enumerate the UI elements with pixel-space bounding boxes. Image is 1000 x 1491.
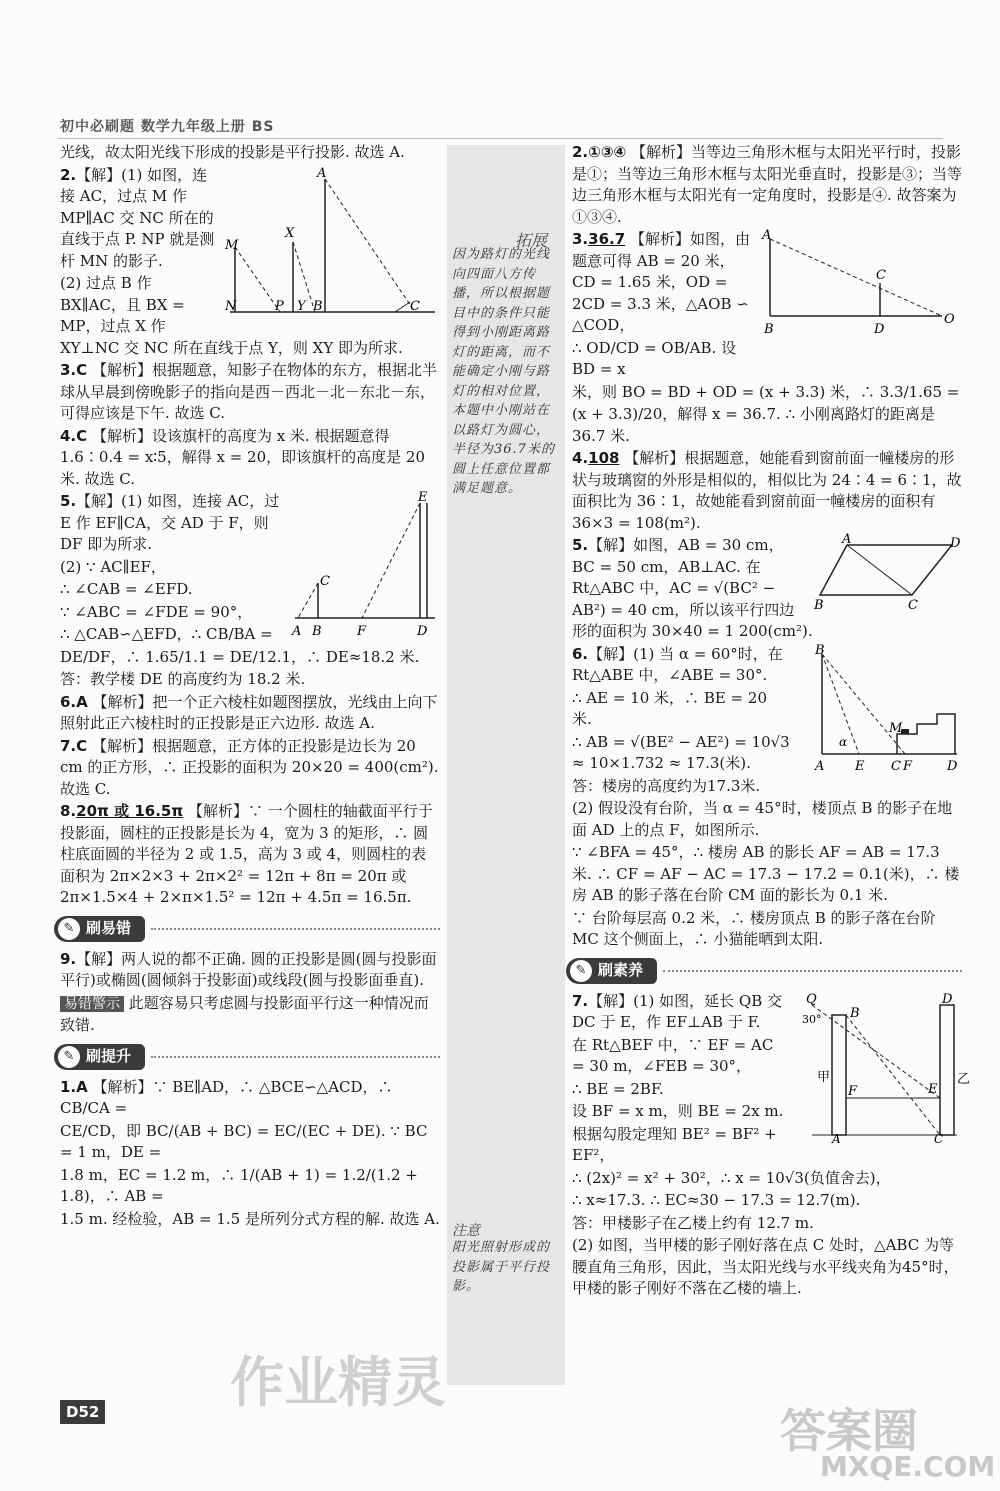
- question-number: 7.: [60, 736, 77, 755]
- svg-text:B: B: [764, 322, 774, 337]
- page-header: 初中必刷题 数学九年级上册 BS: [60, 119, 275, 135]
- svg-text:C: C: [876, 268, 886, 283]
- section-title: 刷素养: [598, 960, 644, 979]
- question-t1: [60, 1077, 440, 1120]
- answer-text: 【解】(1) 如图，连接 AC，过点 M 作 MP∥AC 交 NC 所在的直线于点 P. NP 就是测杆 MN 的影子.: [60, 165, 215, 270]
- answer-text: 设 BF = x m，则 BE = 2x m.: [572, 1102, 784, 1120]
- watermark-text: 作业精灵: [230, 1351, 446, 1414]
- answer-text: (2) ∵ AC∥EF，: [60, 557, 166, 576]
- svg-text:C: C: [934, 1131, 944, 1146]
- answer-choice: C: [76, 426, 88, 445]
- question-number: 4.: [60, 426, 77, 445]
- question-r4: [572, 448, 962, 534]
- svg-text:X: X: [285, 225, 295, 241]
- answer-text: ∴ △CAB∽△EFD，∴ CB/BA =: [60, 625, 273, 643]
- question-number: 9.: [60, 949, 77, 968]
- side-note-attention: 阳光照射形成的投影属于平行投影。: [452, 1240, 551, 1294]
- question-r7: [572, 991, 971, 1300]
- svg-text:D: D: [874, 322, 885, 337]
- left-column: [60, 142, 440, 1231]
- answer-text: 答：甲楼影子在乙楼上约有 12.7 m.: [572, 1213, 814, 1232]
- question-7: [60, 736, 440, 801]
- answer-text: 【解析】∵ 一个圆柱的轴截面平行于投影面，圆柱的正投影是长为 4，宽为 3 的矩形，∴ 圆柱底面圆的半径为 2 或 1.5，高为 3 或 4，则圆柱的表面积为 2π×2×3 + 2π×2² = 12π + 8π = 20π 或 2π×1.5×4 + 2×π×1.5² = 12π + 4.5π = 16.5π.: [60, 802, 433, 906]
- figure-r3: [762, 228, 962, 341]
- question-5: [60, 491, 440, 691]
- figure-q5: [290, 490, 440, 643]
- question-number: 6.: [60, 692, 77, 711]
- svg-text:D: D: [950, 536, 961, 551]
- question-number: 5.: [572, 536, 589, 554]
- svg-text:30°: 30°: [802, 1012, 822, 1026]
- answer-text: 答：楼房的高度约为17.3米.: [572, 776, 761, 795]
- section-suyang: [566, 957, 962, 985]
- svg-text:B: B: [313, 298, 323, 314]
- answer-text: ∴ AB = √(BE² − AE²) = 10√3 ≈ 10×1.732 ≈ 17.3(米).: [572, 732, 790, 772]
- question-6: [60, 692, 440, 735]
- answer-text: 1.8 m，EC = 1.2 m，∴ 1/(AB + 1) = 1.2/(1.2 + 1.8)，∴ AB =: [60, 1165, 418, 1205]
- figure-r5: [812, 532, 962, 613]
- answer-text: ∵ ∠BFA = 45°，∴ 楼房 AB 的影长 AF = AB = 17.3 米. ∴ CF = AF − AC = 17.3 − 17.2 = 0.1(米)，∴ 楼房 AB 的影子落在台阶 CM 面的影长为 0.1 米.: [572, 843, 960, 904]
- question-number: 3.: [60, 361, 77, 379]
- svg-text:乙: 乙: [957, 1071, 971, 1087]
- question-r5: [572, 532, 962, 643]
- answer-text: ∴ x≈17.3. ∴ EC≈30 − 17.3 = 12.7(m).: [572, 1191, 861, 1209]
- answer-text: ∵ 台阶每层高 0.2 米，∴ 楼房顶点 B 的影子落在台阶 MC 这个侧面上，∴ 小猫能晒到太阳.: [572, 908, 936, 948]
- svg-text:A: A: [762, 228, 772, 243]
- right-column: [572, 142, 971, 1301]
- answer-text: (x + 3.3)/20，解得 x = 36.7. ∴ 小刚离路灯的距离是 36.7 米.: [572, 405, 935, 445]
- svg-text:C: C: [320, 574, 330, 589]
- question-number: 1.: [60, 1077, 77, 1096]
- svg-text:A: A: [832, 1131, 841, 1146]
- question-8: [60, 801, 440, 909]
- answer-text: ∴ AE = 10 米，∴ BE = 20 米.: [572, 688, 767, 728]
- answer-text: DE/DF，∴ 1.65/1.1 = DE/12.1，∴ DE≈18.2 米.: [60, 647, 420, 666]
- answer-choice: A: [76, 692, 88, 711]
- svg-text:Y: Y: [297, 298, 306, 314]
- answer-text: ∴ BE = 2BF.: [572, 1079, 664, 1098]
- answer-value: 36.7: [588, 230, 626, 248]
- answer-text: 【解】两人说的都不正确. 圆的正投影是圆(圆与投影面平行)或椭圆(圆倾斜于投影面)或线段(圆与投影面垂直).: [60, 949, 437, 989]
- divider: [151, 1056, 440, 1058]
- section-title: 刷提升: [86, 1046, 132, 1065]
- svg-text:B: B: [850, 1005, 860, 1021]
- answer-text: 此题容易只考虑圆与投影面平行这一种情况而致错.: [60, 993, 429, 1034]
- answer-value: 108: [588, 449, 620, 467]
- svg-text:Q: Q: [806, 991, 817, 1007]
- svg-text:A: A: [317, 165, 327, 181]
- svg-text:D: D: [417, 624, 428, 639]
- answer-text: 【解】(1) 如图，连接 AC，过 E 作 EF∥CA，交 AD 于 F，则 DF 即为所求.: [60, 492, 280, 553]
- svg-text:C: C: [891, 758, 901, 774]
- answer-text: (2) 如图，当甲楼的影子刚好落在点 C 处时，△ABC 为等腰直角三角形，因此，当太阳光线与水平线夹角为45°时，甲楼的影子刚好不落在乙楼的墙上.: [572, 1236, 959, 1297]
- answer-text: ∴ OD/CD = OB/AB. 设 BD = x: [572, 338, 737, 378]
- side-title-zhuyi: 注意: [452, 1223, 480, 1239]
- answer-text: 【解】如图，AB = 30 cm，BC = 50 cm，AB⊥AC. 在 Rt△ABC 中，AC = √(BC² − AB²) = 40 cm，所以该平行四边形的面积为 30×40 = 1 200(cm²).: [572, 536, 813, 640]
- svg-text:O: O: [944, 312, 955, 327]
- answer-text: 答：教学楼 DE 的高度约为 18.2 米.: [60, 670, 306, 688]
- figure-q2: [225, 167, 440, 317]
- divider: [663, 970, 962, 972]
- watermark-logo: 答案圈: [780, 1404, 918, 1458]
- question-number: 4.: [572, 449, 589, 467]
- answer-text: 【解析】设该旗杆的高度为 x 米. 根据题意得 1.6∶0.4 = x∶5，解得 x = 20，即该旗杆的高度是 20 米. 故选 C.: [60, 426, 425, 488]
- answer-text: 【解析】如图，由题意可得 AB = 20 米，CD = 1.65 米，OD = 2CD = 3.3 米，△AOB ∽ △COD，: [572, 230, 750, 334]
- header-divider: [58, 138, 943, 139]
- answer-text: 【解】(1) 当 α = 60°时，在 Rt△ABE 中，∠ABE = 30°.: [572, 644, 783, 684]
- figure-r7: [792, 991, 971, 1146]
- section-yicuo: [54, 915, 440, 943]
- svg-text:A: A: [842, 532, 852, 547]
- answer-text: 【解】(1) 如图，延长 QB 交 DC 于 E，作 EF⊥AB 于 F.: [572, 991, 783, 1031]
- answer-choice: ①③④: [588, 143, 627, 161]
- answer-choice: C: [76, 361, 88, 379]
- svg-text:E: E: [418, 490, 428, 505]
- answer-text: ∴ ∠CAB = ∠EFD.: [60, 580, 193, 598]
- svg-text:F: F: [357, 624, 367, 639]
- answer-text: 【解析】把一个正六棱柱如题图摆放，光线由上向下照射此正六棱柱时的正投影是正六边形. 故选 A.: [60, 692, 438, 732]
- answer-text: ∵ ∠ABC = ∠FDE = 90°，: [60, 602, 253, 621]
- watermark-url: MXQE.COM: [820, 1450, 996, 1483]
- answer-choice: 20π 或 16.5π: [76, 802, 184, 820]
- question-4: [60, 426, 440, 491]
- answer-text: 米，则 BO = BD + OD = (x + 3.3) 米，∴ 3.3/1.65 =: [572, 382, 960, 401]
- answer-text: CE/CD，即 BC/(AB + BC) = EC/(EC + DE). ∵ BC = 1 m，DE =: [60, 1121, 428, 1161]
- question-number: 2.: [60, 165, 77, 184]
- divider: [151, 928, 440, 930]
- answer-text: 【解析】根据题意，知影子在物体的东方，根据北半球从早晨到傍晚影子的指向是西－西北－北－东北－东，可得应该是下午. 故选 C.: [60, 361, 437, 422]
- svg-text:α: α: [839, 734, 848, 749]
- svg-text:A: A: [815, 758, 825, 774]
- question-number: 7.: [572, 991, 589, 1010]
- answer-text: ∴ (2x)² = x² + 30²，∴ x = 10√3(负值舍去)，: [572, 1168, 891, 1187]
- question-r3: [572, 229, 962, 447]
- book-icon: ✎: [58, 1046, 80, 1068]
- svg-text:N: N: [225, 298, 237, 314]
- answer-text: 1.5 m. 经检验，AB = 1.5 是所列分式方程的解. 故选 A.: [60, 1209, 440, 1228]
- question-number: 8.: [60, 802, 77, 820]
- answer-text: 【解析】∵ BE∥AD，∴ △BCE∽△ACD，∴ CB/CA =: [60, 1077, 393, 1117]
- svg-text:P: P: [275, 298, 284, 314]
- question-9: [60, 949, 440, 992]
- answer-text: (2) 假设没有台阶，当 α = 45°时，楼顶点 B 的影子在地面 AD 上的点 F，如图所示.: [572, 799, 953, 839]
- question-2: [60, 165, 440, 360]
- side-title-tuozhan: 拓展: [515, 231, 548, 250]
- warning-label: 易错警示: [60, 996, 124, 1012]
- svg-text:F: F: [848, 1083, 858, 1099]
- svg-text:F: F: [903, 758, 913, 774]
- svg-text:B: B: [312, 624, 322, 639]
- question-number: 6.: [572, 644, 589, 663]
- page-number: D52: [60, 1400, 105, 1424]
- svg-text:B: B: [815, 642, 825, 658]
- answer-choice: A: [76, 1077, 88, 1096]
- answer-text: (2) 过点 B 作 BX∥AC，且 BX = MP，过点 X 作 XY⊥NC 交 NC 所在直线于点 Y，则 XY 即为所求.: [60, 274, 403, 357]
- svg-text:B: B: [814, 598, 824, 613]
- svg-text:A: A: [292, 624, 302, 639]
- answer-text: 根据勾股定理知 BE² = BF² + EF²，: [572, 1124, 777, 1164]
- svg-text:M: M: [889, 720, 903, 736]
- svg-text:C: C: [908, 598, 918, 613]
- answer-text: 光线，故太阳光线下形成的投影是平行投影. 故选 A.: [60, 143, 405, 161]
- svg-text:D: D: [942, 991, 953, 1007]
- svg-text:M: M: [225, 237, 239, 253]
- svg-text:C: C: [410, 298, 420, 314]
- book-icon: ✎: [570, 960, 592, 982]
- figure-r6: [797, 642, 962, 774]
- svg-text:甲: 甲: [817, 1069, 831, 1085]
- warning-note: [60, 993, 440, 1037]
- side-note-extension: 因为路灯的光线向四面八方传播，所以根据题目中的条件只能得到小刚距离路灯的距离，而不能确定小刚与路灯的相对位置，本题中小刚站在以路灯为圆心，半径为36.7米的圆上任意位置都满足题意。: [452, 247, 555, 496]
- answer-text: 【解析】当等边三角形木框与太阳光平行时，投影是①；当等边三角形木框与太阳光垂直时，投影是③；当等边三角形木框与太阳光有一定角度时，投影是④. 故答案为①③④.: [572, 143, 963, 226]
- svg-text:E: E: [855, 758, 865, 774]
- section-title: 刷易错: [86, 918, 132, 937]
- question-number: 2.: [572, 143, 589, 161]
- book-icon: ✎: [58, 918, 80, 940]
- answer-text: 【解析】根据题意，她能看到窗前面一幢楼房的形状与玻璃窗的外形是相似的，相似比为 24∶4 = 6∶1，故面积比为 36∶1，故她能看到窗前面一幢楼房的面积有 36×3 = 108(m²).: [572, 449, 962, 532]
- svg-text:D: D: [947, 758, 958, 774]
- question-3: [60, 360, 440, 425]
- answer-choice: C: [76, 736, 88, 755]
- answer-text: 在 Rt△BEF 中，∵ EF = AC = 30 m，∠FEB = 30°，: [572, 1035, 774, 1075]
- question-r2: [572, 142, 962, 228]
- question-number: 3.: [572, 230, 589, 248]
- question-r6: [572, 644, 962, 951]
- answer-text: 【解析】根据题意，正方体的正投影是边长为 20 cm 的正方形，∴ 正投影的面积为 20×20 = 400(cm²). 故选 C.: [60, 736, 439, 798]
- question-number: 5.: [60, 492, 77, 510]
- section-tisheng: [54, 1043, 440, 1071]
- svg-text:E: E: [928, 1081, 938, 1097]
